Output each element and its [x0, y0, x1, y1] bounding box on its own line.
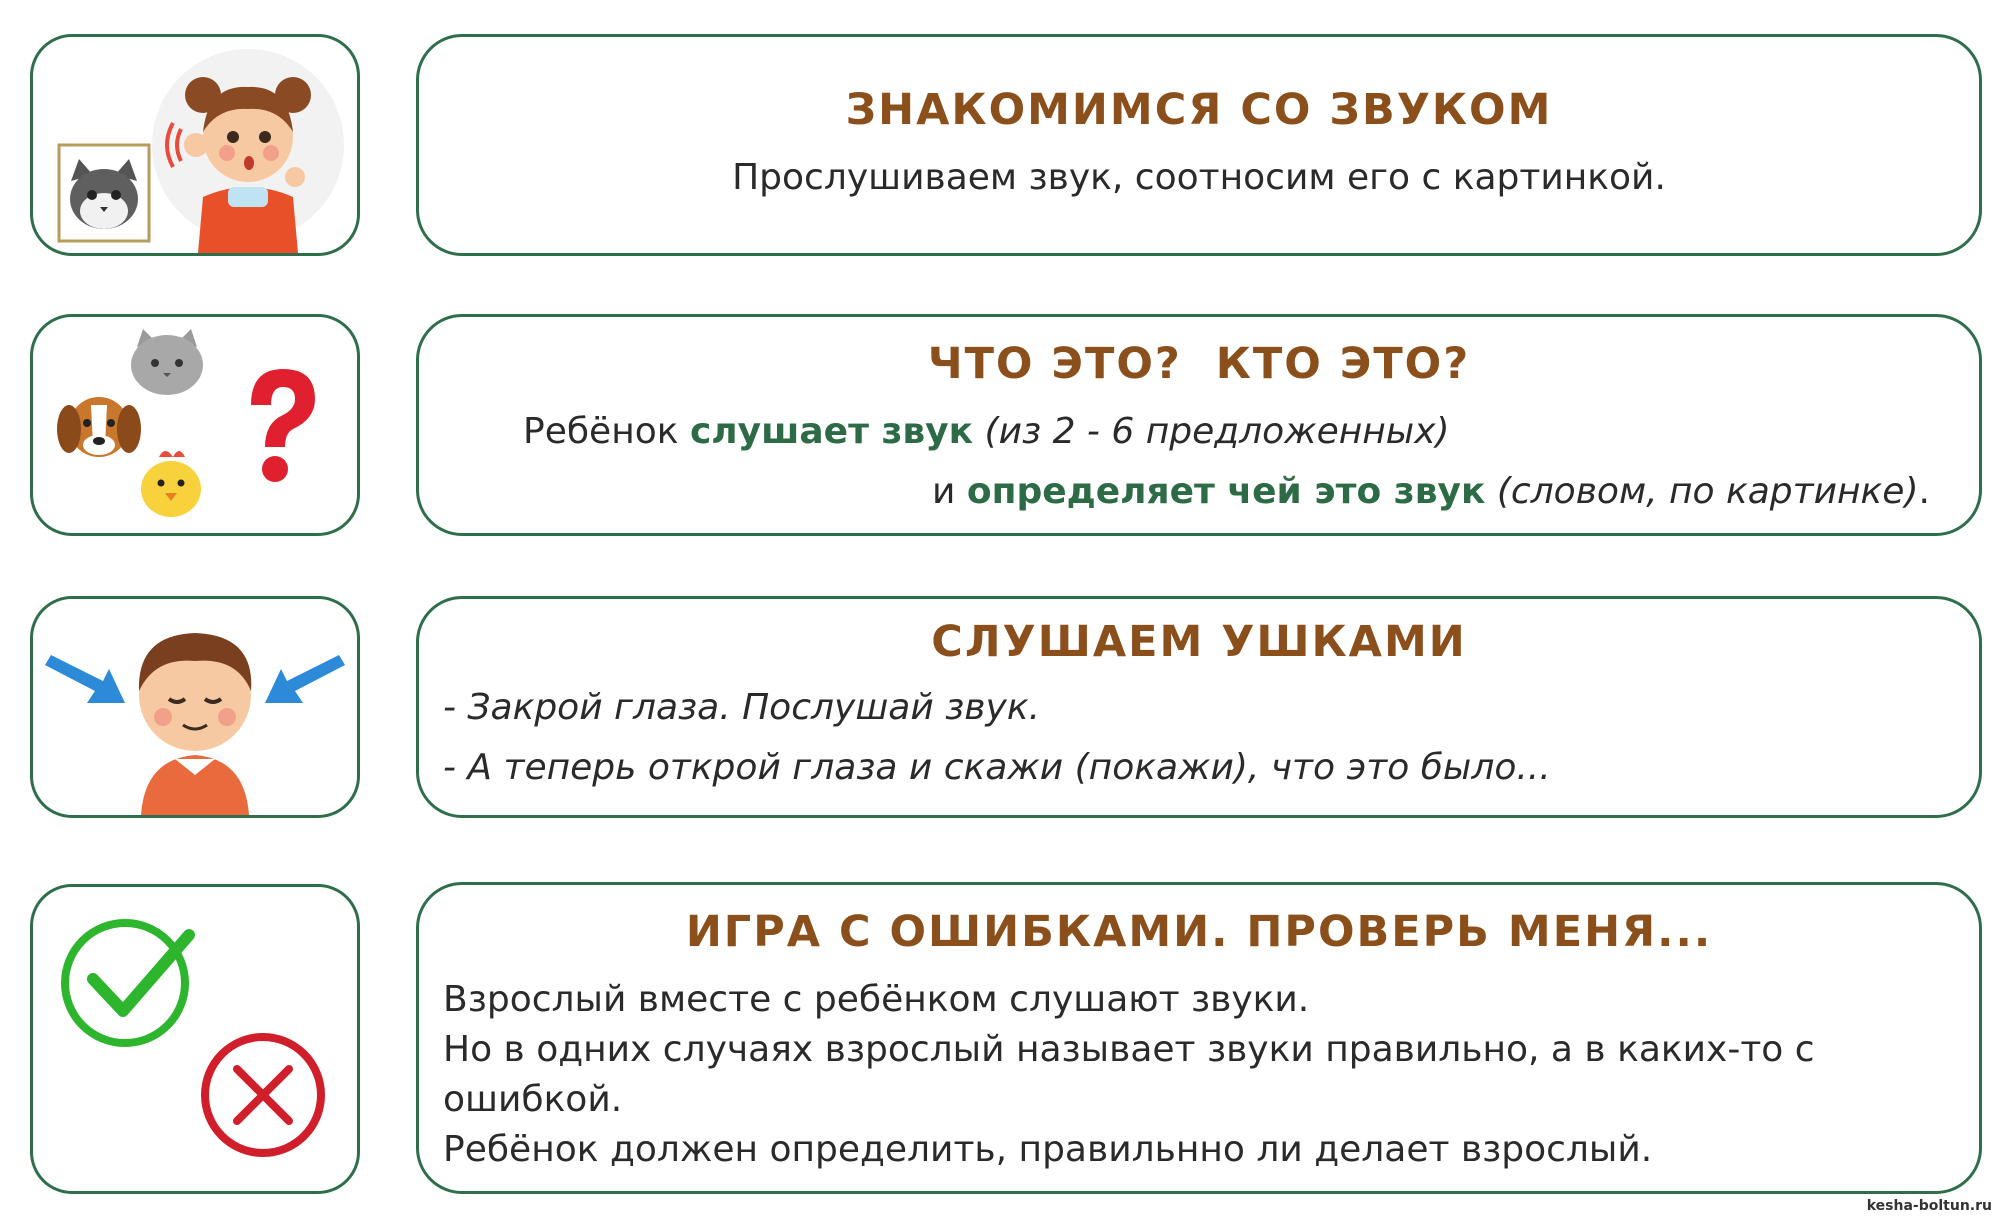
highlight-determine: определяет чей это звук [966, 471, 1486, 512]
cat-picture-frame [57, 143, 151, 243]
check-icon [65, 923, 189, 1043]
card-text-line-2: - А теперь открой глаза и скажи (покажи), что это было... [443, 747, 1551, 788]
card-title: ИГРА С ОШИБКАМИ. ПРОВЕРЬ МЕНЯ... [685, 907, 1713, 957]
illustration-listening-girl [30, 34, 360, 256]
illustration-check-cross [30, 884, 360, 1194]
animals-icon [33, 317, 357, 533]
card-text-line-1: Ребёнок слушает звук (из 2 - 6 предложенных) [523, 411, 1450, 452]
boy-icon [33, 599, 357, 815]
question-mark-icon [251, 369, 315, 482]
card-text-line-1: - Закрой глаза. Послушай звук. [443, 687, 1041, 728]
card-title: ЧТО ЭТО? КТО ЭТО? [927, 339, 1471, 389]
watermark: kesha-boltun.ru [1866, 1198, 1992, 1214]
chick-icon [141, 451, 201, 517]
card-text: Прослушиваем звук, соотносим его с картинкой. [732, 157, 1666, 198]
card-listen-ears [416, 596, 1982, 818]
cross-icon [205, 1037, 321, 1153]
card-text-line-4: Ребёнок должен определить, правильнно ли делает взрослый. [443, 1129, 1653, 1170]
arrow-icon [265, 655, 345, 703]
card-what-who [416, 314, 1982, 536]
cat-icon [57, 143, 151, 243]
illustration-animals [30, 314, 360, 536]
card-text-line-3: ошибкой. [443, 1079, 623, 1120]
card-title: ЗНАКОМИМСЯ СО ЗВУКОМ [845, 85, 1553, 135]
card-text-line-2: и определяет чей это звук (словом, по картинке). [932, 471, 1930, 512]
cat-icon [131, 329, 203, 395]
card-text-line-1: Взрослый вместе с ребёнком слушают звуки. [443, 979, 1310, 1020]
illustration-boy-listening [30, 596, 360, 818]
dog-icon [57, 397, 141, 457]
card-game-mistakes [416, 882, 1982, 1194]
card-meet-sound [416, 34, 1982, 256]
card-title: СЛУШАЕМ УШКАМИ [931, 617, 1467, 667]
arrow-icon [45, 655, 125, 703]
highlight-listen: слушает звук [689, 411, 974, 452]
card-text-line-2: Но в одних случаях взрослый называет звуки правильно, а в каких-то с [443, 1029, 1815, 1070]
